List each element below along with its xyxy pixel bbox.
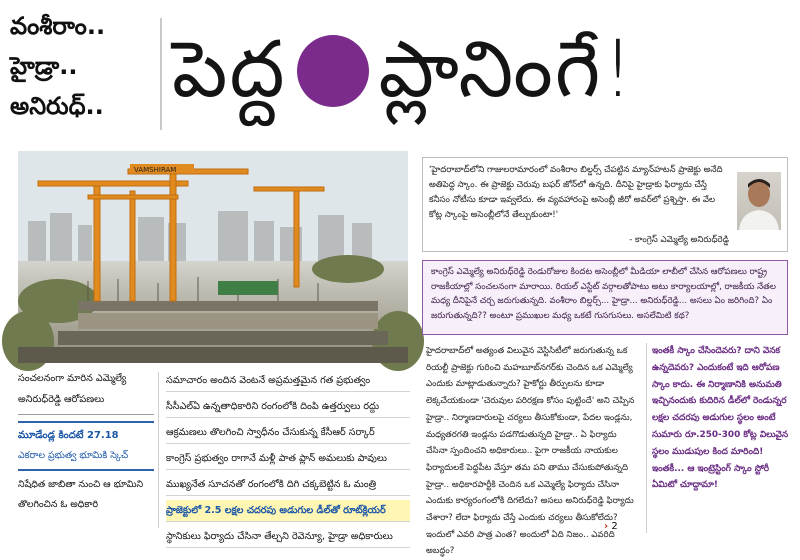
quote-box: [422, 157, 788, 252]
left-intro: సంచలనంగా మారిన ఎమ్మెల్యే అనిరుధ్‌రెడ్డి ఆరోపణలు: [18, 373, 127, 405]
main-headline: [172, 20, 792, 135]
quote-text: 'హైదరాబాద్‌లోని గాజులరామారంలో వంశీరాం బిల్డర్స్ చేపట్టిన మ్యాన్‌హటన్ ప్రాజెక్టు అనేది అతిపెద్ద స్కాం. ఈ ప్రాజెక్టు చెరువు బఫర్ జోన్‌లో ఉన్నది. దీనిపై హైడ్రాకు ఫిర్యాదు చేస్తే కనీసం నోటీసు కూడా ఇవ్వలేదు. ఈ వ్యవహారంపై అసెంబ్లీ జీరో అవర్‌లో ప్రశ్నిస్తా. ఈ వేల కోట్ల స్కాంపై అసెంబ్లీలోనే తేల్చుకుంటా!': [429, 165, 723, 220]
kicker-line-2: హైడ్రా..: [10, 52, 78, 80]
chevron-right-icon: ›: [604, 521, 609, 532]
bullet-item: ముఖ్యనేత సూచనతో రంగంలోకి దిగి చక్కబెట్టిన ఓ మంత్రి: [166, 474, 410, 496]
body-text: హైదరాబాద్‌లో అత్యంత విలువైన వెస్టిసిటీలో జరుగుతున్న ఒక రియల్టీ ప్రాజెక్టు గురించి మహబూబ్‌నగర్‌కు చెందిన ఒక ఎమ్మెల్యే ఎందుకు మాట్లాడుతున్నారు? హైకోర్టు తీర్పులను కూడా లెక్కచేయకుండా 'చెరువుల పరిరక్షణ కోసం పుట్టిందే' అని చెప్పిన హైడ్రా.. నిర్మాణదారులపై చర్యలు తీసుకోకుండా, పేదల ఇండ్లను, మధ్యతరగతి ఇండ్లను పడగొడుతున్నది హైడ్రా.. ఏ ఫిర్యాదు చేసినా స్పందించని అధికారులు.. పైగా రాజకీయ నాయకుల ఫిర్యాదులకే పెద్దపీట వేస్తూ తమ పని తాము చేసుకుపోతున్నది హైడ్రా.. అధికారపార్టీకి చెందిన ఒక ఎమ్మెల్యే ఫిర్యాదు చేసినా ఎందుకు కార్యరంగంలోకి దిగలేదు? అసలు అనిరుధ్‌రెడ్డి ఫిర్యాదు చేశారా? లేదా ఫిర్యాదు చేస్తే ఎందుకు చర్యలు తీసుకోలేదు? ఇందులో ఎవరి పాత్ర ఎంత? అందులో ఏది నిజం.. ఎవరిది అబద్ధం?: [426, 346, 635, 557]
left-rule: [18, 414, 154, 415]
side-questions: [652, 343, 794, 494]
bullet-item: సమాచారం అందిన వెంటనే అప్రమత్తమైన గత ప్రభుత్వం: [166, 370, 410, 392]
headline-part-1: పెద్ద: [172, 25, 287, 115]
kicker: [10, 6, 160, 126]
bullet-item: సీసీఎల్‌ఏ ఉన్నతాధికారిని రంగంలోకి దింపి ఉత్తర్వులు రద్దు: [166, 396, 410, 418]
portrait-icon: [737, 172, 781, 230]
body-column-divider: [646, 343, 647, 533]
bullet-item: కాంగ్రెస్ ప్రభుత్వం రాగానే మళ్లీ పాత ప్లాన్ అమలుకు పావులు: [166, 448, 410, 470]
body-column: [426, 343, 640, 557]
continued-link[interactable]: [604, 521, 618, 532]
left-highlight-line-1: మూడేండ్ల కిందటే 27.18: [18, 430, 119, 441]
left-highlight-line-2: ఎకరాల ప్రభుత్వ భూమికి స్కెచ్: [18, 450, 129, 461]
kicker-line-1: వంశీరాం..: [10, 12, 106, 40]
headline-part-2: ప్లానింగే!: [378, 25, 636, 115]
portrait-photo: [737, 172, 781, 230]
left-highlight: [18, 421, 154, 471]
quote-attribution: - కాంగ్రెస్ ఎమ్మెల్యే అనిరుధ్‌రెడ్డి: [629, 235, 729, 245]
crane-label: VAMSHIRAM: [134, 166, 177, 174]
bullet-list: [166, 370, 410, 552]
construction-site-photo: [18, 151, 408, 363]
bullet-item: స్థానికులు ఫిర్యాదు చేసినా తేల్చని రెవెన్యూ, హైడ్రా అధికారులు: [166, 526, 410, 548]
summary-text: కాంగ్రెస్ ఎమ్మెల్యే అనిరుధ్‌రెడ్డి రెండురోజుల కిందట అసెంబ్లీలో మీడియా లాబీలో చేసిన ఆరోపణలు రాష్ట్ర రాజకీయాల్లో సంచలనంగా మారాయి. రియల్ ఎస్టేట్ వర్గాలతోపాటు అటు కార్యాలయాల్లో, రాజకీయ నేతల మధ్య దీనిపైనే చర్చ జరుగుతున్నది. వంశీరాం బిల్డర్స్... హైడ్రా... అనిరుధ్‌రెడ్డి... అసలు ఏం జరిగింది? ఏం జరుగుతున్నది?? అంటూ ప్రముఖుల మధ్య ఒకటే గుసగుసలు. అసలేమిటి కథ?: [431, 267, 776, 321]
kicker-line-3: అనిరుధ్..: [10, 92, 104, 120]
construction-photo-illustration: [18, 151, 408, 363]
left-column-divider: [158, 372, 159, 528]
bullet-item-highlighted: ప్రాజెక్టులో 2.5 లక్షల చదరపు అడుగుల డీల్‌తో రూట్‌క్లియర్: [166, 500, 410, 522]
continued-page: 2: [611, 521, 618, 532]
side-questions-text: ఇంతకీ స్కాం చేసిందెవరు? దాని వెనక ఉన్నదెవరు? ఎందుకంటే ఇది ఆరోపణ స్కాం కాదు. ఈ నిర్మాణానికి అనుమతి ఇచ్చినందుకు కుదిరిన డీల్‌లో రెండున్నర లక్షల చదరపు అడుగుల స్థలం అంటే సుమారు రూ.250-300 కోట్ల విలువైన స్థలం ముడుపుల కింద మారింది! ఇంతకీ... ఆ ఇంట్రెస్టింగ్ స్కాం స్టోరీ ఏమిటో చూద్దామా!: [652, 346, 789, 491]
left-column: [18, 368, 154, 515]
left-extra: నిషేధిత జాబితా నుంచి ఆ భూమిని తొలగించిన ఓ అధికారి: [18, 479, 144, 510]
summary-box: [422, 260, 788, 335]
headline-decorative-circle: [297, 35, 369, 107]
bullet-item: ఆక్రమణలు తొలగించి స్వాధీనం చేసుకున్న కేసీఆర్ సర్కార్: [166, 422, 410, 444]
kicker-divider: [160, 18, 162, 130]
